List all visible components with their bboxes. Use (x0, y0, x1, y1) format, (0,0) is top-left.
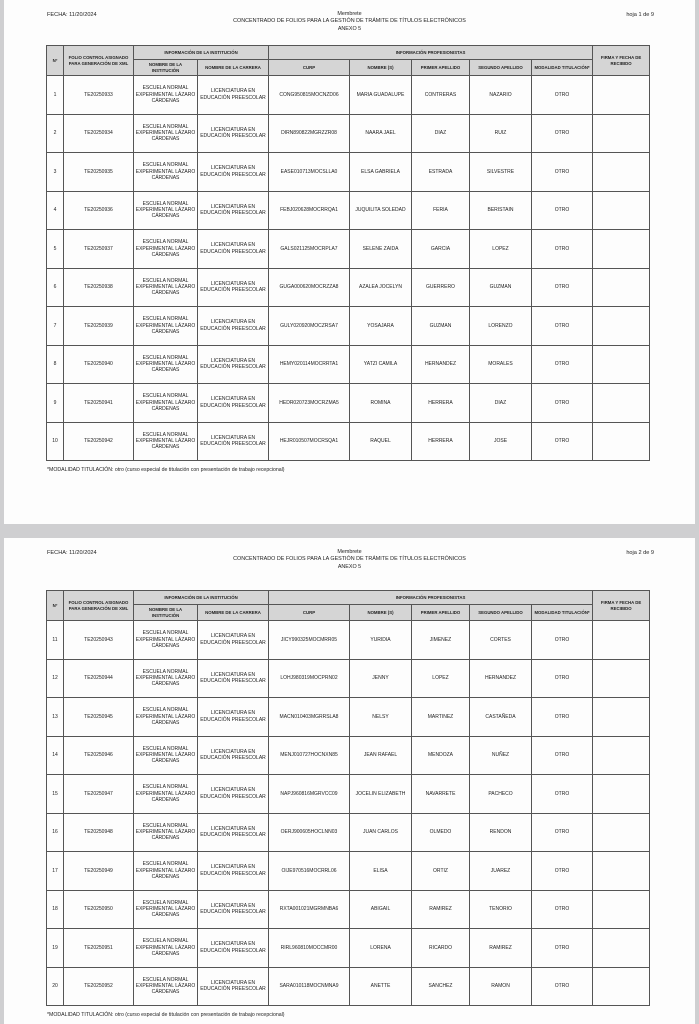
table-row (47, 621, 650, 660)
col-header-institution: NOMBRE DE LA INSTITUCIÓN (134, 605, 198, 621)
modality-cell: OTRO (532, 422, 593, 461)
row-number: 8 (47, 345, 64, 384)
institution-cell: ESCUELA NORMAL EXPERIMENTAL LÁZARO CÁRDENAS (134, 422, 198, 461)
folio-cell: TE20250936 (64, 191, 134, 230)
second-surname-cell: GUZMAN (470, 268, 532, 307)
first-surname-cell: MENDOZA (412, 736, 470, 775)
modality-cell: OTRO (532, 307, 593, 346)
curp-cell: HEJR010507MOCRSQA1 (269, 422, 350, 461)
col-header-names: NOMBRE (S) (350, 605, 412, 621)
first-surname-cell: GUERRERO (412, 268, 470, 307)
page-date: FECHA: 11/20/2024 (47, 12, 97, 18)
table-row (47, 813, 650, 852)
signature-cell (593, 736, 650, 775)
table-row (47, 775, 650, 814)
table-row (47, 698, 650, 737)
footnote: *MODALIDAD TITULACIÓN: otro (curso especial de titulación con presentación de trabajo recepcional) (47, 1012, 285, 1018)
name-cell: NAARA JAEL (350, 114, 412, 153)
second-surname-cell: DIAZ (470, 384, 532, 423)
career-cell: LICENCIATURA EN EDUCACIÓN PREESCOLAR (198, 345, 269, 384)
institution-cell: ESCUELA NORMAL EXPERIMENTAL LÁZARO CÁRDENAS (134, 230, 198, 269)
curp-cell: HEMY020114MOCRRTA1 (269, 345, 350, 384)
col-header-folio: FOLIO CONTROL ASIGNADO PARA GENERACIÓN DE XML (64, 591, 134, 621)
second-surname-cell: RAMON (470, 967, 532, 1006)
second-surname-cell: LORENZO (470, 307, 532, 346)
table-row (47, 114, 650, 153)
table-row (47, 967, 650, 1006)
second-surname-cell: NUÑEZ (470, 736, 532, 775)
institution-cell: ESCUELA NORMAL EXPERIMENTAL LÁZARO CÁRDENAS (134, 967, 198, 1006)
second-surname-cell: TENORIO (470, 890, 532, 929)
second-surname-cell: LOPEZ (470, 230, 532, 269)
name-cell: ANETTE (350, 967, 412, 1006)
col-header-institution: NOMBRE DE LA INSTITUCIÓN (134, 60, 198, 76)
folio-cell: TE20250947 (64, 775, 134, 814)
institution-cell: ESCUELA NORMAL EXPERIMENTAL LÁZARO CÁRDENAS (134, 76, 198, 115)
career-cell: LICENCIATURA EN EDUCACIÓN PREESCOLAR (198, 191, 269, 230)
table-row (47, 890, 650, 929)
name-cell: ELISA (350, 852, 412, 891)
row-number: 7 (47, 307, 64, 346)
row-number: 19 (47, 929, 64, 968)
name-cell: RAQUEL (350, 422, 412, 461)
first-surname-cell: LOPEZ (412, 659, 470, 698)
first-surname-cell: GARCIA (412, 230, 470, 269)
folio-cell: TE20250934 (64, 114, 134, 153)
curp-cell: GULY020920MOCZRSA7 (269, 307, 350, 346)
first-surname-cell: ORTIZ (412, 852, 470, 891)
annex-label: ANEXO 5 (337, 25, 362, 32)
annex-label: ANEXO 5 (337, 563, 362, 570)
modality-cell: OTRO (532, 775, 593, 814)
institution-cell: ESCUELA NORMAL EXPERIMENTAL LÁZARO CÁRDENAS (134, 345, 198, 384)
folio-cell: TE20250951 (64, 929, 134, 968)
col-header-curp: CURP (269, 605, 350, 621)
table-body (47, 76, 650, 461)
table-row (47, 230, 650, 269)
signature-cell (593, 307, 650, 346)
first-surname-cell: SANCHEZ (412, 967, 470, 1006)
name-cell: JEAN RAFAEL (350, 736, 412, 775)
table-row (47, 736, 650, 775)
folio-cell: TE20250946 (64, 736, 134, 775)
modality-cell: OTRO (532, 114, 593, 153)
folio-cell: TE20250952 (64, 967, 134, 1006)
career-cell: LICENCIATURA EN EDUCACIÓN PREESCOLAR (198, 307, 269, 346)
footnote: *MODALIDAD TITULACIÓN: otro (curso especial de titulación con presentación de trabajo recepcional) (47, 467, 285, 473)
modality-cell: OTRO (532, 621, 593, 660)
table-row (47, 929, 650, 968)
name-cell: ABIGAIL (350, 890, 412, 929)
name-cell: JOCELIN ELIZABETH (350, 775, 412, 814)
row-number: 2 (47, 114, 64, 153)
curp-cell: OIJE970516MOCRRL06 (269, 852, 350, 891)
first-surname-cell: OLMEDO (412, 813, 470, 852)
modality-cell: OTRO (532, 813, 593, 852)
second-surname-cell: RENDON (470, 813, 532, 852)
row-number: 10 (47, 422, 64, 461)
first-surname-cell: HERNANDEZ (412, 345, 470, 384)
signature-cell (593, 929, 650, 968)
curp-cell: MACN010403MGRRSLA8 (269, 698, 350, 737)
folio-cell: TE20250948 (64, 813, 134, 852)
modality-cell: OTRO (532, 736, 593, 775)
curp-cell: SARA010118MOCNMNA9 (269, 967, 350, 1006)
row-number: 15 (47, 775, 64, 814)
row-number: 16 (47, 813, 64, 852)
col-header-curp: CURP (269, 60, 350, 76)
signature-cell (593, 345, 650, 384)
name-cell: AZALEA JOCELYN (350, 268, 412, 307)
page-date: FECHA: 11/20/2024 (47, 550, 97, 556)
career-cell: LICENCIATURA EN EDUCACIÓN PREESCOLAR (198, 929, 269, 968)
signature-cell (593, 775, 650, 814)
col-header-second-surname: SEGUNDO APELLIDO (470, 60, 532, 76)
career-cell: LICENCIATURA EN EDUCACIÓN PREESCOLAR (198, 698, 269, 737)
signature-cell (593, 384, 650, 423)
institution-cell: ESCUELA NORMAL EXPERIMENTAL LÁZARO CÁRDENAS (134, 268, 198, 307)
name-cell: JUQUILITA SOLEDAD (350, 191, 412, 230)
folio-table (46, 45, 650, 461)
folio-cell: TE20250937 (64, 230, 134, 269)
table-row (47, 422, 650, 461)
institution-cell: ESCUELA NORMAL EXPERIMENTAL LÁZARO CÁRDENAS (134, 775, 198, 814)
col-header-num: Nº (47, 46, 64, 76)
folio-cell: TE20250933 (64, 76, 134, 115)
second-surname-cell: JUAREZ (470, 852, 532, 891)
signature-cell (593, 76, 650, 115)
institution-cell: ESCUELA NORMAL EXPERIMENTAL LÁZARO CÁRDENAS (134, 114, 198, 153)
career-cell: LICENCIATURA EN EDUCACIÓN PREESCOLAR (198, 967, 269, 1006)
first-surname-cell: GUZMAN (412, 307, 470, 346)
table-row (47, 76, 650, 115)
table-row (47, 384, 650, 423)
folio-cell: TE20250945 (64, 698, 134, 737)
signature-cell (593, 422, 650, 461)
modality-cell: OTRO (532, 345, 593, 384)
folio-cell: TE20250941 (64, 384, 134, 423)
first-surname-cell: RICARDO (412, 929, 470, 968)
group-header-institution: INFORMACIÓN DE LA INSTITUCIÓN (134, 46, 269, 60)
folio-cell: TE20250939 (64, 307, 134, 346)
table-row (47, 307, 650, 346)
institution-cell: ESCUELA NORMAL EXPERIMENTAL LÁZARO CÁRDENAS (134, 698, 198, 737)
modality-cell: OTRO (532, 852, 593, 891)
career-cell: LICENCIATURA EN EDUCACIÓN PREESCOLAR (198, 384, 269, 423)
page-number: hoja 2 de 9 (626, 550, 654, 556)
page-header (4, 538, 695, 583)
name-cell: YURIDIA (350, 621, 412, 660)
table-body (47, 621, 650, 1006)
curp-cell: MENJ010727HOCNXN85 (269, 736, 350, 775)
col-header-first-surname: PRIMER APELLIDO (412, 605, 470, 621)
name-cell: MARIA GUADALUPE (350, 76, 412, 115)
first-surname-cell: DIAZ (412, 114, 470, 153)
name-cell: ROMINA (350, 384, 412, 423)
document-title: CONCENTRADO DE FOLIOS PARA LA GESTIÓN DE TRÁMITE DE TÍTULOS ELECTRÓNICOS (233, 18, 466, 25)
col-header-second-surname: SEGUNDO APELLIDO (470, 605, 532, 621)
table-row (47, 191, 650, 230)
curp-cell: JICY990325MOCMRR05 (269, 621, 350, 660)
institution-cell: ESCUELA NORMAL EXPERIMENTAL LÁZARO CÁRDENAS (134, 659, 198, 698)
first-surname-cell: HERRERA (412, 384, 470, 423)
letterhead-label: Membrete (337, 549, 362, 555)
first-surname-cell: NAVARRETE (412, 775, 470, 814)
career-cell: LICENCIATURA EN EDUCACIÓN PREESCOLAR (198, 852, 269, 891)
curp-cell: CONG950815MOCNZD06 (269, 76, 350, 115)
signature-cell (593, 813, 650, 852)
name-cell: JUAN CARLOS (350, 813, 412, 852)
folio-cell: TE20250940 (64, 345, 134, 384)
first-surname-cell: CONTRERAS (412, 76, 470, 115)
first-surname-cell: MARTINEZ (412, 698, 470, 737)
row-number: 5 (47, 230, 64, 269)
institution-cell: ESCUELA NORMAL EXPERIMENTAL LÁZARO CÁRDENAS (134, 929, 198, 968)
col-header-career: NOMBRE DE LA CARRERA (198, 60, 269, 76)
curp-cell: HEDR020723MOCRZMA5 (269, 384, 350, 423)
col-header-names: NOMBRE (S) (350, 60, 412, 76)
table-row (47, 852, 650, 891)
folio-cell: TE20250935 (64, 153, 134, 192)
row-number: 4 (47, 191, 64, 230)
document-page-2 (4, 538, 695, 1024)
document-page-1 (4, 0, 695, 524)
col-header-folio: FOLIO CONTROL ASIGNADO PARA GENERACIÓN DE XML (64, 46, 134, 76)
curp-cell: GUGA000620MOCRZZA8 (269, 268, 350, 307)
col-header-modality: MODALIDAD TITULACIÓN* (532, 60, 593, 76)
curp-cell: RXTA001021MGRMNBA6 (269, 890, 350, 929)
col-header-career: NOMBRE DE LA CARRERA (198, 605, 269, 621)
table-row (47, 659, 650, 698)
document-title: CONCENTRADO DE FOLIOS PARA LA GESTIÓN DE TRÁMITE DE TÍTULOS ELECTRÓNICOS (233, 556, 466, 563)
signature-cell (593, 621, 650, 660)
second-surname-cell: HERNANDEZ (470, 659, 532, 698)
career-cell: LICENCIATURA EN EDUCACIÓN PREESCOLAR (198, 422, 269, 461)
page-header (4, 0, 695, 45)
table-row (47, 345, 650, 384)
signature-cell (593, 967, 650, 1006)
col-header-signature: FIRMA Y FECHA DE RECIBIDO (593, 46, 650, 76)
signature-cell (593, 230, 650, 269)
second-surname-cell: CASTAÑEDA (470, 698, 532, 737)
letterhead-label: Membrete (337, 11, 362, 17)
curp-cell: RIRL960810MOCCMR00 (269, 929, 350, 968)
folio-cell: TE20250950 (64, 890, 134, 929)
row-number: 14 (47, 736, 64, 775)
curp-cell: GALS021125MOCRPLA7 (269, 230, 350, 269)
career-cell: LICENCIATURA EN EDUCACIÓN PREESCOLAR (198, 268, 269, 307)
second-surname-cell: MORALES (470, 345, 532, 384)
table-row (47, 153, 650, 192)
second-surname-cell: SILVESTRE (470, 153, 532, 192)
first-surname-cell: ESTRADA (412, 153, 470, 192)
modality-cell: OTRO (532, 967, 593, 1006)
table-row (47, 268, 650, 307)
second-surname-cell: CORTES (470, 621, 532, 660)
modality-cell: OTRO (532, 659, 593, 698)
signature-cell (593, 191, 650, 230)
name-cell: YATZI CAMILA (350, 345, 412, 384)
signature-cell (593, 698, 650, 737)
name-cell: NELSY (350, 698, 412, 737)
col-header-first-surname: PRIMER APELLIDO (412, 60, 470, 76)
first-surname-cell: FERIA (412, 191, 470, 230)
col-header-modality: MODALIDAD TITULACIÓN* (532, 605, 593, 621)
career-cell: LICENCIATURA EN EDUCACIÓN PREESCOLAR (198, 813, 269, 852)
group-header-institution: INFORMACIÓN DE LA INSTITUCIÓN (134, 591, 269, 605)
modality-cell: OTRO (532, 384, 593, 423)
folio-table (46, 590, 650, 1006)
first-surname-cell: RAMIREZ (412, 890, 470, 929)
row-number: 20 (47, 967, 64, 1006)
curp-cell: LOHJ980319MOCPRN02 (269, 659, 350, 698)
signature-cell (593, 153, 650, 192)
curp-cell: FEBJ020628MOCRRQA1 (269, 191, 350, 230)
modality-cell: OTRO (532, 153, 593, 192)
page-title-block (4, 549, 695, 571)
institution-cell: ESCUELA NORMAL EXPERIMENTAL LÁZARO CÁRDENAS (134, 890, 198, 929)
career-cell: LICENCIATURA EN EDUCACIÓN PREESCOLAR (198, 230, 269, 269)
signature-cell (593, 659, 650, 698)
folio-cell: TE20250943 (64, 621, 134, 660)
modality-cell: OTRO (532, 268, 593, 307)
institution-cell: ESCUELA NORMAL EXPERIMENTAL LÁZARO CÁRDENAS (134, 621, 198, 660)
second-surname-cell: JOSE (470, 422, 532, 461)
institution-cell: ESCUELA NORMAL EXPERIMENTAL LÁZARO CÁRDENAS (134, 307, 198, 346)
curp-cell: OERJ900605HOCLNN03 (269, 813, 350, 852)
first-surname-cell: HERRERA (412, 422, 470, 461)
row-number: 12 (47, 659, 64, 698)
row-number: 1 (47, 76, 64, 115)
row-number: 13 (47, 698, 64, 737)
name-cell: LORENA (350, 929, 412, 968)
signature-cell (593, 114, 650, 153)
page-title-block (4, 11, 695, 33)
row-number: 11 (47, 621, 64, 660)
row-number: 18 (47, 890, 64, 929)
group-header-professionals: INFORMACIÓN PROFESIONISTAS (269, 46, 593, 60)
second-surname-cell: BERISTAIN (470, 191, 532, 230)
folio-cell: TE20250938 (64, 268, 134, 307)
name-cell: SELENE ZAIDA (350, 230, 412, 269)
career-cell: LICENCIATURA EN EDUCACIÓN PREESCOLAR (198, 76, 269, 115)
folio-cell: TE20250949 (64, 852, 134, 891)
modality-cell: OTRO (532, 929, 593, 968)
career-cell: LICENCIATURA EN EDUCACIÓN PREESCOLAR (198, 775, 269, 814)
institution-cell: ESCUELA NORMAL EXPERIMENTAL LÁZARO CÁRDENAS (134, 813, 198, 852)
career-cell: LICENCIATURA EN EDUCACIÓN PREESCOLAR (198, 659, 269, 698)
institution-cell: ESCUELA NORMAL EXPERIMENTAL LÁZARO CÁRDENAS (134, 852, 198, 891)
modality-cell: OTRO (532, 191, 593, 230)
second-surname-cell: RUIZ (470, 114, 532, 153)
second-surname-cell: RAMIREZ (470, 929, 532, 968)
row-number: 9 (47, 384, 64, 423)
curp-cell: DIRN890822MGRZZR08 (269, 114, 350, 153)
modality-cell: OTRO (532, 76, 593, 115)
curp-cell: EASE010713MOCSLLA0 (269, 153, 350, 192)
career-cell: LICENCIATURA EN EDUCACIÓN PREESCOLAR (198, 153, 269, 192)
group-header-professionals: INFORMACIÓN PROFESIONISTAS (269, 591, 593, 605)
institution-cell: ESCUELA NORMAL EXPERIMENTAL LÁZARO CÁRDENAS (134, 736, 198, 775)
signature-cell (593, 268, 650, 307)
row-number: 17 (47, 852, 64, 891)
row-number: 6 (47, 268, 64, 307)
folio-cell: TE20250942 (64, 422, 134, 461)
institution-cell: ESCUELA NORMAL EXPERIMENTAL LÁZARO CÁRDENAS (134, 384, 198, 423)
modality-cell: OTRO (532, 890, 593, 929)
name-cell: YOSAJARA (350, 307, 412, 346)
career-cell: LICENCIATURA EN EDUCACIÓN PREESCOLAR (198, 890, 269, 929)
name-cell: ELSA GABRIELA (350, 153, 412, 192)
signature-cell (593, 852, 650, 891)
name-cell: JENNY (350, 659, 412, 698)
page-number: hoja 1 de 9 (626, 12, 654, 18)
folio-cell: TE20250944 (64, 659, 134, 698)
modality-cell: OTRO (532, 230, 593, 269)
second-surname-cell: NAZARIO (470, 76, 532, 115)
signature-cell (593, 890, 650, 929)
institution-cell: ESCUELA NORMAL EXPERIMENTAL LÁZARO CÁRDENAS (134, 153, 198, 192)
col-header-num: Nº (47, 591, 64, 621)
col-header-signature: FIRMA Y FECHA DE RECIBIDO (593, 591, 650, 621)
second-surname-cell: PACHECO (470, 775, 532, 814)
first-surname-cell: JIMENEZ (412, 621, 470, 660)
career-cell: LICENCIATURA EN EDUCACIÓN PREESCOLAR (198, 736, 269, 775)
career-cell: LICENCIATURA EN EDUCACIÓN PREESCOLAR (198, 114, 269, 153)
row-number: 3 (47, 153, 64, 192)
modality-cell: OTRO (532, 698, 593, 737)
career-cell: LICENCIATURA EN EDUCACIÓN PREESCOLAR (198, 621, 269, 660)
institution-cell: ESCUELA NORMAL EXPERIMENTAL LÁZARO CÁRDENAS (134, 191, 198, 230)
curp-cell: NAPJ960816MGRVCC09 (269, 775, 350, 814)
